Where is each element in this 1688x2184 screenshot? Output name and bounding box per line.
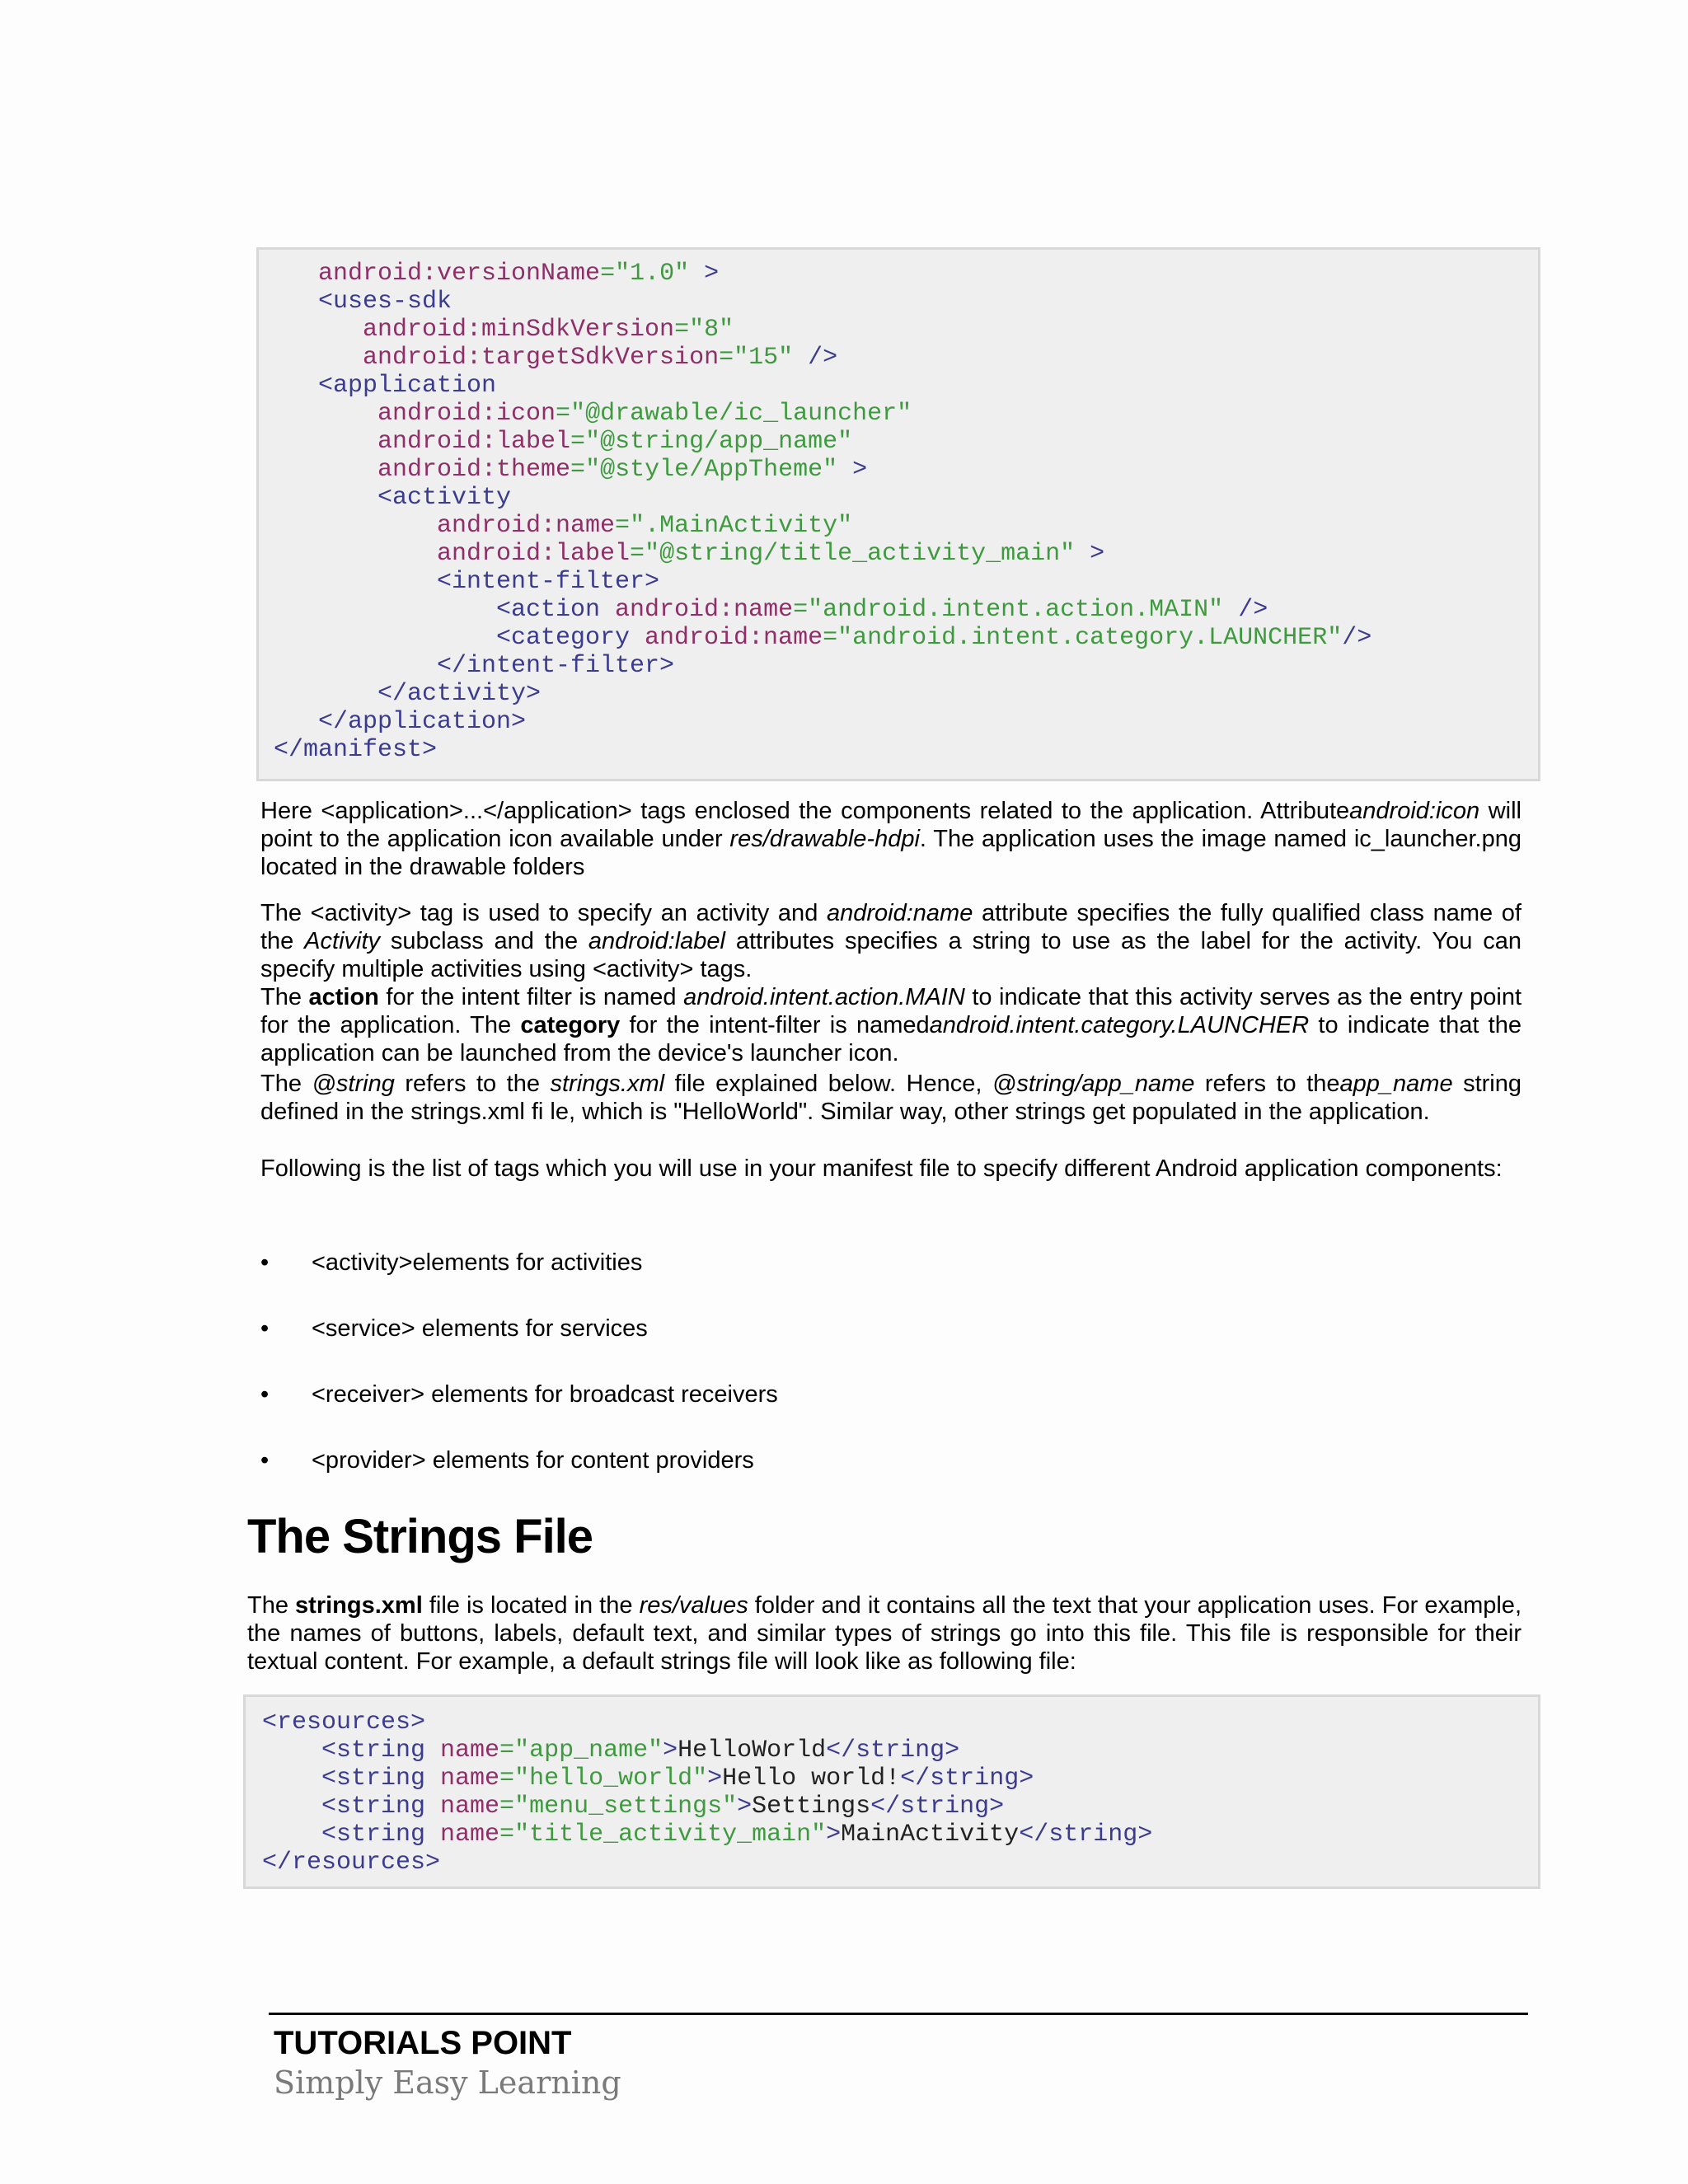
- code-eq: =: [719, 344, 734, 372]
- text-run: The <activity> tag is used to specify an activity and: [260, 900, 827, 926]
- text-italic: res/drawable-hdpi: [729, 826, 920, 852]
- text-italic: res/values: [639, 1592, 748, 1619]
- code-tag: >: [689, 260, 720, 288]
- bullet-icon: •: [260, 1447, 270, 1474]
- code-tag: </string>: [900, 1765, 1034, 1793]
- code-eq: =: [600, 260, 616, 288]
- text-run: folder and it contains all the text that your application uses. For example, the names of buttons, labels, default text, and similar types of strings go into this file. This file is responsible for their textual content. For example, a default strings file will look like as following file:: [247, 1592, 1522, 1675]
- text-run: The: [247, 1592, 296, 1619]
- code-value: "title_activity_main": [514, 1821, 827, 1849]
- code-line: [318, 260, 719, 288]
- code-text: Settings: [752, 1793, 871, 1821]
- code-eq: =: [570, 456, 586, 484]
- code-tag: />: [1223, 596, 1268, 624]
- code-tag: </manifest>: [274, 736, 438, 764]
- footer-title: TUTORIALS POINT: [274, 2025, 572, 2061]
- text-italic: android:name: [826, 900, 973, 926]
- code-tag: <uses-sdk: [318, 288, 452, 316]
- paragraph-strings-file: [247, 1591, 1522, 1675]
- bullet-icon: •: [260, 1249, 270, 1276]
- code-text: MainActivity: [841, 1821, 1020, 1849]
- code-value: "8": [689, 316, 734, 344]
- code-tag: >: [663, 1736, 678, 1765]
- code-value: "15": [734, 344, 794, 372]
- code-value: "hello_world": [514, 1765, 708, 1793]
- code-line: [437, 540, 1104, 568]
- code-line: [377, 428, 852, 456]
- code-value: ".MainActivity": [630, 512, 853, 540]
- text-italic: android:label: [588, 928, 725, 954]
- paragraph-activity-tag: [260, 899, 1522, 983]
- text-italic: android.intent.action.MAIN: [683, 984, 965, 1010]
- strings-code-block: [243, 1694, 1540, 1889]
- code-line: [437, 652, 674, 680]
- text-run: The: [260, 984, 309, 1010]
- text-run: will point to the application icon available under: [260, 798, 1522, 852]
- code-line: [318, 372, 496, 400]
- code-attr: android:minSdkVersion: [363, 316, 675, 344]
- code-tag: <activity: [377, 484, 512, 512]
- code-line: [262, 1708, 425, 1736]
- code-tag: </string>: [1019, 1821, 1153, 1849]
- code-tag: >: [707, 1765, 723, 1793]
- text-run: to indicate that the application can be launched from the device's launcher icon.: [260, 1012, 1522, 1066]
- code-tag: >: [737, 1793, 753, 1821]
- code-text: Hello world!: [722, 1765, 901, 1793]
- manifest-code-block: [256, 247, 1540, 781]
- code-tag: <resources>: [262, 1708, 426, 1736]
- text-italic: android:icon: [1349, 798, 1480, 824]
- code-tag: <application: [318, 372, 497, 400]
- text-run: string defined in the strings.xml fi le, which is "HelloWorld". Similar way, other strings get populated in the application.: [260, 1071, 1522, 1125]
- code-tag: >: [1075, 540, 1105, 568]
- text-italic: strings.xml: [550, 1071, 665, 1097]
- code-eq: =: [615, 512, 631, 540]
- code-line: [437, 512, 852, 540]
- code-eq: =: [499, 1821, 515, 1849]
- code-eq: =: [674, 316, 690, 344]
- code-text: HelloWorld: [678, 1736, 827, 1765]
- code-tag: >: [837, 456, 868, 484]
- code-attr: name: [425, 1765, 500, 1793]
- code-eq: =: [630, 540, 645, 568]
- code-line: [437, 568, 659, 596]
- code-tag: <intent-filter>: [437, 568, 660, 596]
- code-tag: </string>: [870, 1793, 1005, 1821]
- code-attr: android:icon: [377, 400, 556, 428]
- text-italic: @string: [312, 1071, 395, 1097]
- list-item-text: <receiver> elements for broadcast receivers: [312, 1381, 778, 1408]
- section-heading: The Strings File: [247, 1510, 593, 1563]
- text-run: file is located in the: [422, 1592, 640, 1619]
- paragraph-application-tag: [260, 797, 1522, 881]
- code-line: [318, 288, 452, 316]
- code-attr: android:label: [437, 540, 631, 568]
- text-run: The: [260, 1071, 312, 1097]
- code-tag: <string: [321, 1736, 426, 1765]
- code-attr: android:theme: [377, 456, 571, 484]
- text-italic: app_name: [1339, 1071, 1453, 1097]
- code-value: "@drawable/ic_launcher": [570, 400, 912, 428]
- bullet-icon: •: [260, 1381, 270, 1408]
- code-line: [318, 708, 526, 736]
- code-line: [377, 484, 511, 512]
- text-italic: Activity: [304, 928, 381, 954]
- code-line: [321, 1736, 959, 1765]
- footer-subtitle: Simply Easy Learning: [274, 2064, 621, 2101]
- bullet-icon: •: [260, 1315, 270, 1342]
- code-tag: />: [1342, 624, 1372, 652]
- code-tag: </resources>: [262, 1849, 441, 1877]
- code-value: "@string/title_activity_main": [645, 540, 1076, 568]
- code-tag: </application>: [318, 708, 527, 736]
- code-eq: =: [793, 596, 809, 624]
- paragraph-tag-list-intro: Following is the list of tags which you will use in your manifest file to specify different Android application components:: [260, 1155, 1503, 1182]
- code-attr: android:targetSdkVersion: [363, 344, 720, 372]
- code-tag: </activity>: [377, 680, 542, 708]
- code-line: [496, 624, 1372, 652]
- list-item-text: <service> elements for services: [312, 1315, 648, 1342]
- code-attr: android:versionName: [318, 260, 601, 288]
- text-run: attribute specifies the fully qualified class name of the: [260, 900, 1522, 954]
- code-line: [274, 736, 437, 764]
- code-line: [363, 344, 837, 372]
- code-line: [377, 680, 541, 708]
- code-value: "menu_settings": [514, 1793, 738, 1821]
- code-attr: name: [425, 1736, 500, 1765]
- code-line: [321, 1821, 1152, 1849]
- code-tag: <string: [321, 1793, 426, 1821]
- code-value: "@style/AppTheme": [585, 456, 838, 484]
- text-bold: category: [520, 1012, 621, 1038]
- code-tag: <category: [496, 624, 631, 652]
- code-line: [321, 1793, 1004, 1821]
- text-run: subclass and the: [380, 928, 588, 954]
- footer-divider: [269, 2013, 1528, 2015]
- code-attr: name: [425, 1821, 500, 1849]
- code-attr: android:name: [630, 624, 823, 652]
- text-italic: android.intent.category.LAUNCHER: [929, 1012, 1310, 1038]
- text-run: attributes specifies a string to use as the label for the activity. You can specify multiple activities using <activity> tags.: [260, 928, 1522, 982]
- code-attr: android:label: [377, 428, 571, 456]
- text-run: to indicate that this activity serves as the entry point for the application. The: [260, 984, 1522, 1038]
- code-eq: =: [823, 624, 838, 652]
- code-value: "android.intent.category.LAUNCHER": [837, 624, 1343, 652]
- code-attr: name: [425, 1793, 500, 1821]
- code-line: [321, 1765, 1034, 1793]
- text-run: . The application uses the image named ic_launcher.png located in the drawable folders: [260, 826, 1522, 880]
- code-line: [377, 400, 912, 428]
- code-line: [496, 596, 1268, 624]
- code-value: "1.0": [615, 260, 690, 288]
- code-eq: =: [556, 400, 571, 428]
- code-tag: <string: [321, 1765, 426, 1793]
- list-item-text: <activity>elements for activities: [312, 1249, 643, 1276]
- list-item-text: <provider> elements for content providers: [312, 1447, 754, 1474]
- code-line: [377, 456, 867, 484]
- code-value: "@string/app_name": [585, 428, 853, 456]
- code-line: [262, 1849, 440, 1877]
- text-bold: action: [308, 984, 379, 1010]
- text-run: for the intent filter is named: [378, 984, 684, 1010]
- code-eq: =: [499, 1793, 515, 1821]
- code-eq: =: [570, 428, 586, 456]
- code-tag: />: [793, 344, 838, 372]
- code-tag: >: [826, 1821, 842, 1849]
- code-tag: </intent-filter>: [437, 652, 675, 680]
- text-run: refers to the: [1194, 1071, 1340, 1097]
- code-tag: <string: [321, 1821, 426, 1849]
- text-run: file explained below. Hence,: [664, 1071, 992, 1097]
- code-eq: =: [499, 1736, 515, 1765]
- code-line: [363, 316, 734, 344]
- paragraph-string-reference: [260, 1070, 1522, 1126]
- code-eq: =: [499, 1765, 515, 1793]
- text-run: Here <application>...</application> tags enclosed the components related to the application. Attribute: [260, 798, 1350, 824]
- code-tag: <action: [496, 596, 601, 624]
- text-italic: @string/app_name: [992, 1071, 1195, 1097]
- code-value: "app_name": [514, 1736, 663, 1765]
- text-run: refers to the: [394, 1071, 551, 1097]
- text-run: for the intent-filter is named: [620, 1012, 930, 1038]
- paragraph-intent-filter: [260, 983, 1522, 1067]
- code-attr: android:name: [437, 512, 616, 540]
- code-tag: </string>: [826, 1736, 960, 1765]
- code-attr: android:name: [600, 596, 794, 624]
- code-value: "android.intent.action.MAIN": [808, 596, 1224, 624]
- text-bold: strings.xml: [295, 1592, 423, 1619]
